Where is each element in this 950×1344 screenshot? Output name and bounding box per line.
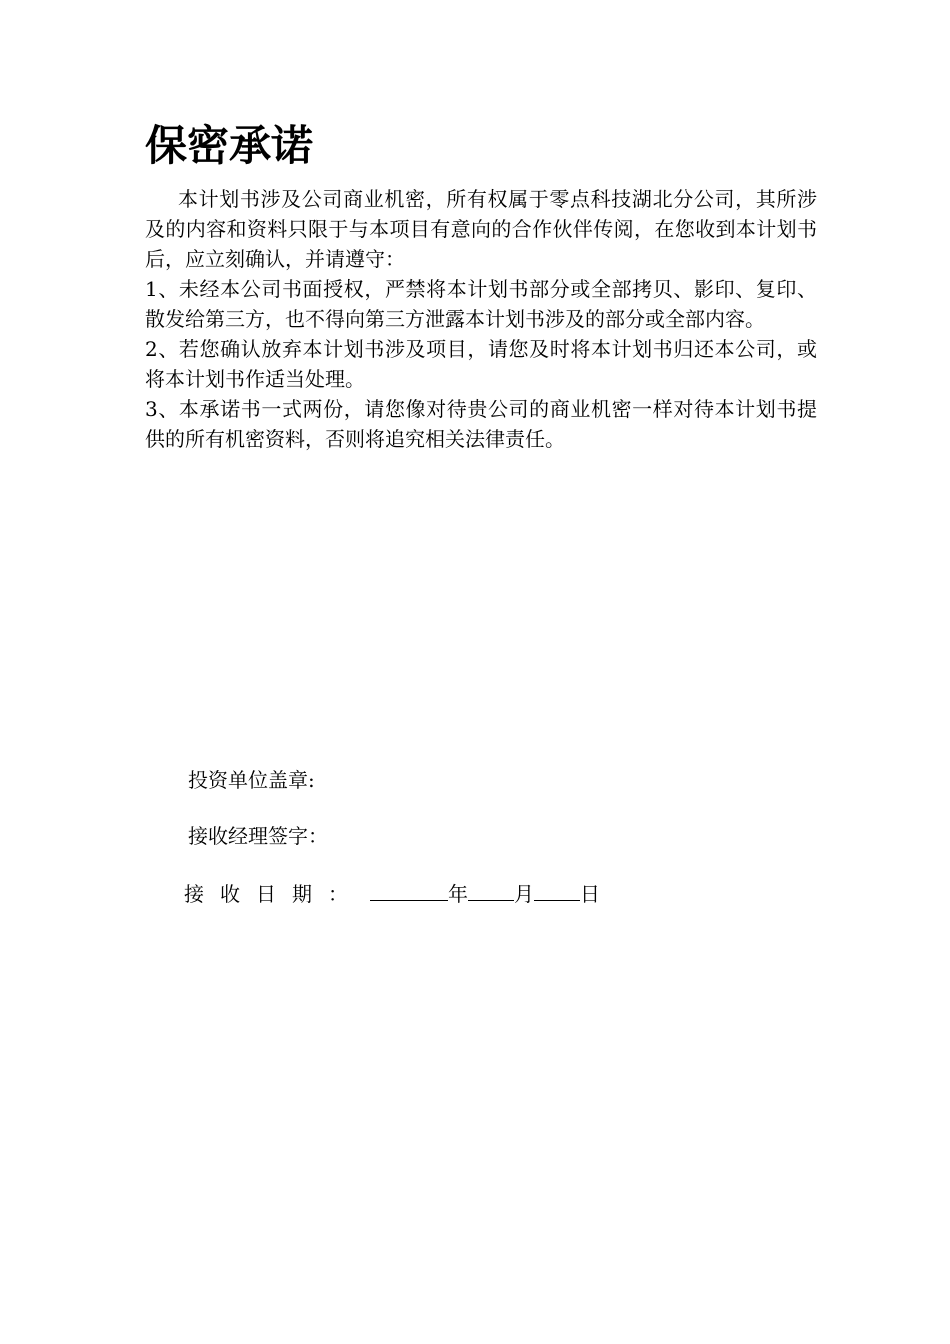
receipt-date-line xyxy=(184,878,600,908)
month-unit: 月 xyxy=(514,882,534,906)
investor-seal-label: 投资单位盖章: xyxy=(188,768,315,792)
day-unit: 日 xyxy=(580,882,600,906)
intro-paragraph: 本计划书涉及公司商业机密，所有权属于零点科技湖北分公司，其所涉及的内容和资料只限于与本项目有意向的合作伙伴传阅，在您收到本计划书后，应立刻确认，并请遵守： xyxy=(145,187,817,271)
document-body xyxy=(145,184,817,454)
clause-3: 3、本承诺书一式两份，请您像对待贵公司的商业机密一样对待本计划书提供的所有机密资料，否则将追究相关法律责任。 xyxy=(145,397,817,451)
document-title: 保密承诺 xyxy=(145,121,314,170)
year-blank xyxy=(370,878,448,901)
year-unit: 年 xyxy=(448,882,468,906)
month-blank xyxy=(468,878,514,901)
clause-1: 1、未经本公司书面授权，严禁将本计划书部分或全部拷贝、影印、复印、散发给第三方，也不得向第三方泄露本计划书涉及的部分或全部内容。 xyxy=(145,277,817,331)
receipt-date-label: 接收日期： xyxy=(184,882,364,906)
clause-2: 2、若您确认放弃本计划书涉及项目，请您及时将本计划书归还本公司，或将本计划书作适当处理。 xyxy=(145,337,817,391)
day-blank xyxy=(534,878,580,901)
manager-signature-label: 接收经理签字： xyxy=(188,824,328,848)
